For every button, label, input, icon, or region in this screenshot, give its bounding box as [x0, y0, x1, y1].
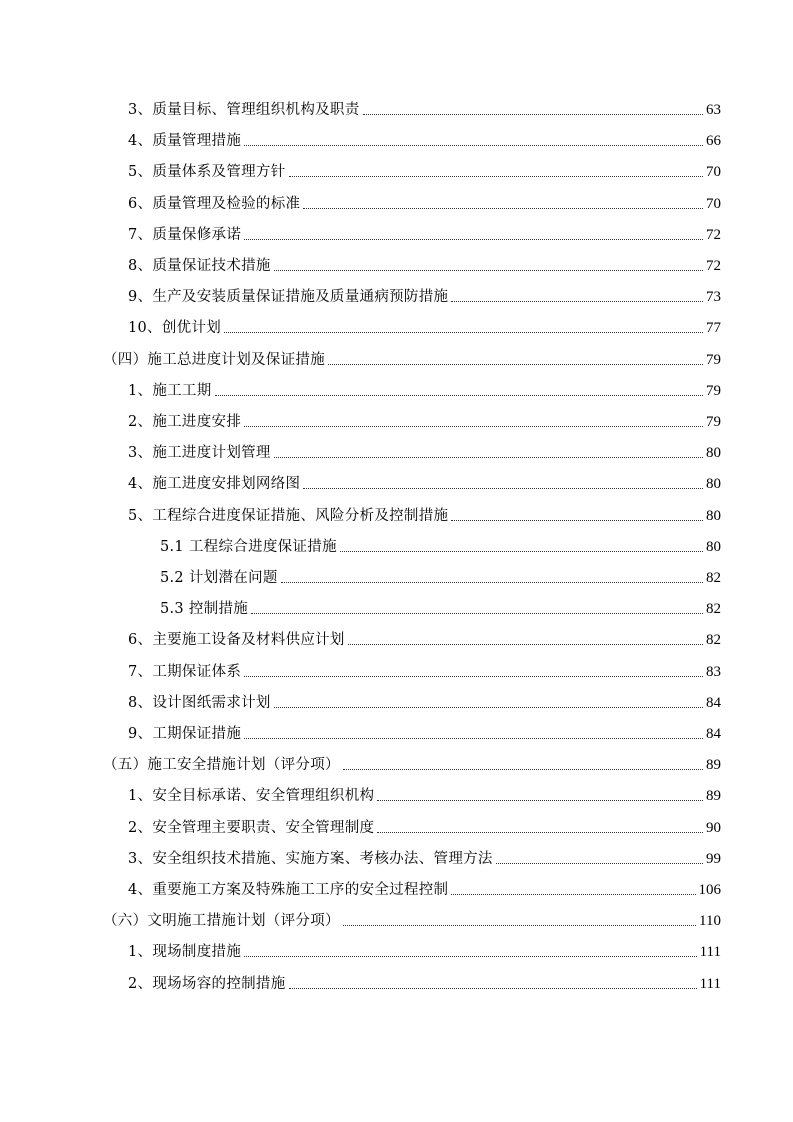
toc-dot-leader — [251, 613, 703, 614]
toc-entry[interactable] — [160, 597, 721, 619]
toc-entry-title: 7、工期保证体系 — [128, 663, 242, 680]
toc-entry-page-number: 70 — [706, 164, 721, 181]
toc-entry-page-number: 79 — [706, 351, 721, 368]
toc-dot-leader — [281, 582, 703, 583]
toc-entry-page-number: 84 — [706, 726, 721, 742]
toc-entry[interactable] — [128, 192, 721, 214]
toc-dot-leader — [244, 426, 703, 427]
toc-dot-leader — [377, 832, 703, 833]
toc-entry-title: 3、质量目标、管理组织机构及职责 — [128, 102, 360, 118]
toc-entry-title: 7、质量保修承诺 — [128, 226, 242, 243]
toc-entry[interactable] — [103, 348, 721, 370]
toc-entry-page-number: 72 — [706, 258, 721, 274]
toc-entry-title: 9、生产及安装质量保证措施及质量通病预防措施 — [128, 289, 449, 306]
toc-entry-page-number: 89 — [706, 788, 721, 805]
toc-entry-page-number: 84 — [706, 694, 721, 711]
toc-entry[interactable] — [103, 753, 721, 775]
toc-entry-page-number: 63 — [706, 102, 721, 118]
toc-entry[interactable] — [128, 472, 721, 494]
toc-dot-leader — [244, 145, 703, 146]
toc-entry-title: 5、工程综合进度保证措施、风险分析及控制措施 — [128, 507, 449, 524]
toc-entry-title: 1、施工工期 — [128, 382, 212, 399]
toc-dot-leader — [451, 520, 703, 521]
toc-dot-leader — [303, 488, 703, 489]
toc-entry[interactable] — [128, 379, 721, 401]
toc-entry[interactable] — [128, 285, 721, 307]
toc-dot-leader — [244, 676, 703, 677]
toc-dot-leader — [244, 239, 703, 240]
toc-dot-leader — [303, 208, 703, 209]
toc-dot-leader — [215, 395, 703, 396]
toc-dot-leader — [289, 176, 703, 177]
toc-entry-page-number: 82 — [706, 632, 721, 649]
toc-dot-leader — [328, 364, 703, 365]
toc-entry[interactable] — [128, 504, 721, 526]
toc-entry[interactable] — [128, 660, 721, 682]
toc-dot-leader — [244, 738, 703, 739]
toc-entry-title: 8、设计图纸需求计划 — [128, 694, 271, 711]
toc-dot-leader — [274, 707, 703, 708]
toc-entry-title: 2、现场场容的控制措施 — [128, 975, 286, 992]
toc-entry-title: 4、质量管理措施 — [128, 133, 242, 150]
toc-entry[interactable] — [128, 816, 721, 838]
toc-entry-page-number: 80 — [706, 476, 721, 493]
toc-entry-page-number: 111 — [699, 975, 721, 992]
toc-dot-leader — [496, 863, 703, 864]
toc-entry[interactable] — [128, 316, 721, 338]
toc-entry-page-number: 82 — [706, 570, 721, 586]
toc-entry-title: （六）文明施工措施计划（评分项） — [103, 913, 340, 930]
toc-entry[interactable] — [128, 160, 721, 182]
toc-entry-page-number: 82 — [706, 601, 721, 618]
toc-dot-leader — [377, 800, 703, 801]
toc-entry-title: 6、主要施工设备及材料供应计划 — [128, 632, 345, 649]
toc-entry-title: 1、安全目标承诺、安全管理组织机构 — [128, 788, 375, 805]
toc-dot-leader — [343, 925, 696, 926]
toc-dot-leader — [274, 457, 703, 458]
toc-entry[interactable] — [128, 784, 721, 806]
toc-entry[interactable] — [128, 878, 721, 900]
toc-entry-title: 1、现场制度措施 — [128, 944, 242, 961]
toc-entry[interactable] — [128, 441, 721, 463]
toc-entry-title: 10、创优计划 — [128, 320, 222, 337]
toc-entry-page-number: 106 — [698, 882, 721, 898]
toc-entry-page-number: 79 — [706, 414, 721, 430]
toc-entry-title: 5.3 控制措施 — [160, 601, 249, 618]
toc-entry-title: 9、工期保证措施 — [128, 726, 242, 742]
toc-entry[interactable] — [128, 628, 721, 650]
toc-dot-leader — [348, 644, 703, 645]
toc-entry[interactable] — [160, 535, 721, 557]
toc-entry[interactable] — [128, 972, 721, 994]
toc-entry-title: 4、重要施工方案及特殊施工工序的安全过程控制 — [128, 882, 449, 898]
toc-entry[interactable] — [128, 691, 721, 713]
toc-entry-title: 4、施工进度安排划网络图 — [128, 476, 301, 493]
toc-entry[interactable] — [160, 566, 721, 588]
toc-entry[interactable] — [128, 940, 721, 962]
toc-entry-page-number: 80 — [706, 507, 721, 524]
toc-dot-leader — [224, 332, 703, 333]
toc-entry[interactable] — [128, 129, 721, 151]
toc-entry[interactable] — [128, 722, 721, 744]
toc-dot-leader — [289, 988, 697, 989]
toc-entry-page-number: 83 — [706, 663, 721, 680]
toc-entry-title: （四）施工总进度计划及保证措施 — [103, 351, 325, 368]
toc-entry[interactable] — [128, 254, 721, 276]
toc-dot-leader — [244, 956, 696, 957]
toc-entry-title: （五）施工安全措施计划（评分项） — [103, 757, 340, 774]
toc-entry-page-number: 79 — [706, 382, 721, 399]
toc-entry[interactable] — [103, 909, 721, 931]
toc-dot-leader — [340, 551, 703, 552]
toc-entry[interactable] — [128, 410, 721, 432]
toc-dot-leader — [274, 270, 703, 271]
toc-dot-leader — [363, 114, 703, 115]
toc-dot-leader — [451, 301, 703, 302]
toc-entry-title: 2、施工进度安排 — [128, 414, 242, 430]
toc-entry-page-number: 99 — [706, 850, 721, 867]
toc-dot-leader — [451, 894, 695, 895]
toc-entry[interactable] — [128, 223, 721, 245]
toc-entry-page-number: 66 — [706, 133, 721, 150]
toc-entry-page-number: 80 — [706, 538, 721, 555]
toc-entry-page-number: 111 — [699, 944, 721, 961]
toc-entry-title: 3、施工进度计划管理 — [128, 445, 271, 462]
toc-entry-title: 2、安全管理主要职责、安全管理制度 — [128, 819, 375, 836]
toc-entry-page-number: 80 — [706, 445, 721, 462]
toc-entry-page-number: 73 — [706, 289, 721, 306]
toc-entry-page-number: 90 — [706, 819, 721, 836]
toc-dot-leader — [343, 769, 703, 770]
toc-entry[interactable] — [128, 98, 721, 120]
toc-entry-page-number: 77 — [706, 320, 721, 337]
toc-entry-page-number: 72 — [706, 226, 721, 243]
toc-entry-title: 6、质量管理及检验的标准 — [128, 195, 301, 212]
toc-entry-title: 5.2 计划潜在问题 — [160, 570, 278, 586]
toc-entry-title: 5.1 工程综合进度保证措施 — [160, 538, 337, 555]
toc-entry-title: 8、质量保证技术措施 — [128, 258, 271, 274]
toc-entry-title: 5、质量体系及管理方针 — [128, 164, 286, 181]
toc-entry-page-number: 89 — [706, 757, 721, 774]
toc-entry-title: 3、安全组织技术措施、实施方案、考核办法、管理方法 — [128, 850, 493, 867]
toc-entry-page-number: 70 — [706, 195, 721, 212]
toc-entry-page-number: 110 — [699, 913, 721, 930]
toc-entry[interactable] — [128, 847, 721, 869]
